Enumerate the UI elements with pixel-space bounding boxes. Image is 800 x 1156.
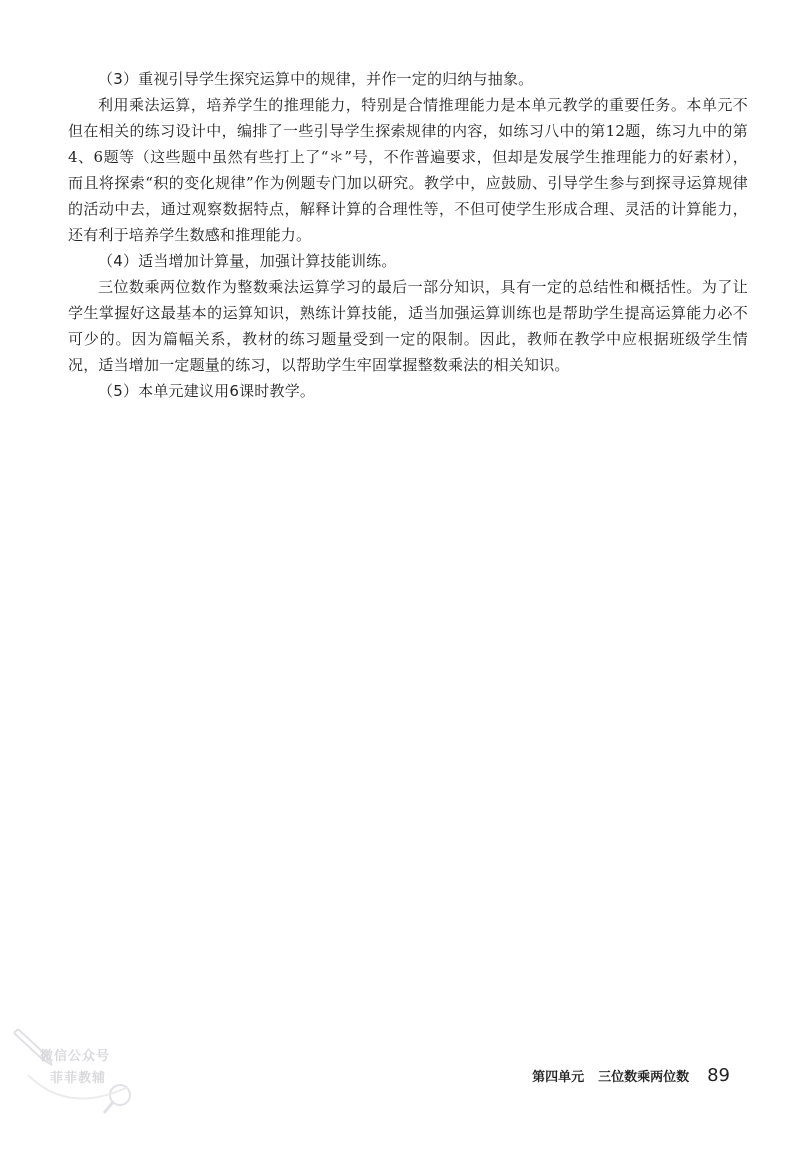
section-heading-3: （3）重视引导学生探究运算中的规律，并作一定的归纳与抽象。 <box>98 70 534 88</box>
watermark-line-2: 菲菲教辅 <box>50 1071 107 1086</box>
paragraph-reasoning: 利用乘法运算，培养学生的推理能力，特别是合情推理能力是本单元教学的重要任务。本单元不但在相关的练习设计中，编排了一些引导学生探索规律的内容，如练习八中的第12题，练习九中的第4、6题等（这些题中虽然有些打上了“＊”号，不作普遍要求，但却是发展学生推理能力的好素材），而且将探索“积的变化规律”作为例题专门加以研究。教学中，应鼓励、引导学生参与到探寻运算规律的活动中去，通过观察数据特点，解释计算的合理性等，不但可使学生形成合理、灵活的计算能力，还有利于培养学生数感和推理能力。 <box>68 96 748 244</box>
page-number: 89 <box>707 1065 730 1086</box>
watermark-line-1: 微信公众号 <box>40 1049 111 1064</box>
section-heading-5: （5）本单元建议用6课时教学。 <box>98 382 316 400</box>
section-heading-4: （4）适当增加计算量，加强计算技能训练。 <box>98 252 397 270</box>
footer-unit: 第四单元 <box>532 1070 585 1085</box>
page-body <box>68 66 748 404</box>
watermark <box>8 1015 148 1125</box>
page-footer <box>532 1065 730 1086</box>
paragraph-calculation-practice: 三位数乘两位数作为整数乘法运算学习的最后一部分知识，具有一定的总结性和概括性。为了让学生掌握好这最基本的运算知识，熟练计算技能，适当加强运算训练也是帮助学生提高运算能力必不可少的。因为篇幅关系，教材的练习题量受到一定的限制。因此，教师在教学中应根据班级学生情况，适当增加一定题量的练习，以帮助学生牢固掌握整数乘法的相关知识。 <box>68 278 748 374</box>
footer-title: 三位数乘两位数 <box>598 1070 690 1085</box>
